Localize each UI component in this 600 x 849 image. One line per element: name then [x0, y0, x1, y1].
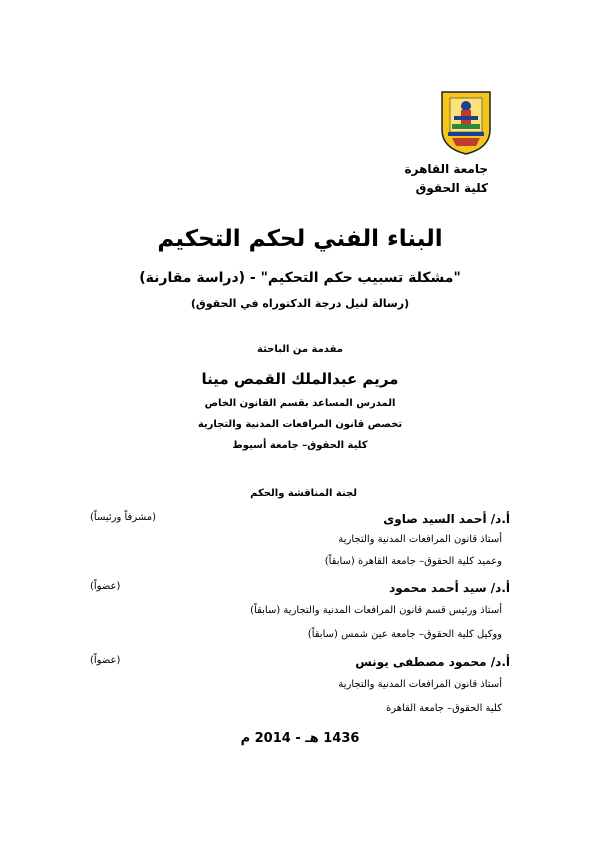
thesis-purpose: (رسالة لنيل درجة الدكتوراه في الحقوق): [190, 297, 410, 310]
member-role: (عضواً): [90, 655, 121, 666]
member-name: أ.د/ سيد أحمد محمود: [389, 581, 510, 595]
member-title: أستاذ قانون المرافعات المدنية والتجارية: [338, 534, 502, 545]
author-affiliation: كلية الحقوق– جامعة أسيوط: [232, 440, 368, 451]
author-name: مريم عبدالملك القمص مينا: [201, 370, 399, 388]
member-title: كلية الحقوق– جامعة القاهرة: [386, 703, 502, 714]
thesis-subtitle: "مشكلة تسبيب حكم التحكيم" - (دراسة مقارنة): [139, 270, 461, 286]
date: 1436 هـ - 2014 م: [240, 731, 360, 746]
member-name: أ.د/ محمود مصطفى يونس: [355, 655, 510, 669]
university-name: جامعة القاهرة: [404, 162, 488, 176]
committee-heading: لجنة المناقشة والحكم: [250, 488, 357, 499]
member-title: أستاذ ورئيس قسم قانون المرافعات المدنية والتجارية (سابقاً): [250, 605, 502, 616]
member-title: ووكيل كلية الحقوق– جامعة عين شمس (سابقاً): [307, 629, 502, 640]
cairo-university-logo-icon: [440, 90, 492, 156]
thesis-title: البناء الفني لحكم التحكيم: [157, 226, 443, 252]
member-role: (مشرفاً ورئيساً): [90, 512, 157, 523]
presented-by: مقدمة من الباحثة: [257, 344, 343, 355]
member-name: أ.د/ أحمد السيد صاوى: [383, 512, 510, 526]
author-position: المدرس المساعد بقسم القانون الخاص: [204, 398, 396, 409]
member-title: أستاذ قانون المرافعات المدنية والتجارية: [338, 679, 502, 690]
member-role: (عضواً): [90, 581, 121, 592]
author-specialty: تخصص قانون المرافعات المدنية والتجارية: [197, 419, 403, 430]
faculty-name: كلية الحقوق: [415, 181, 488, 195]
member-title: وعميد كلية الحقوق– جامعة القاهرة (سابقاً): [324, 556, 502, 567]
